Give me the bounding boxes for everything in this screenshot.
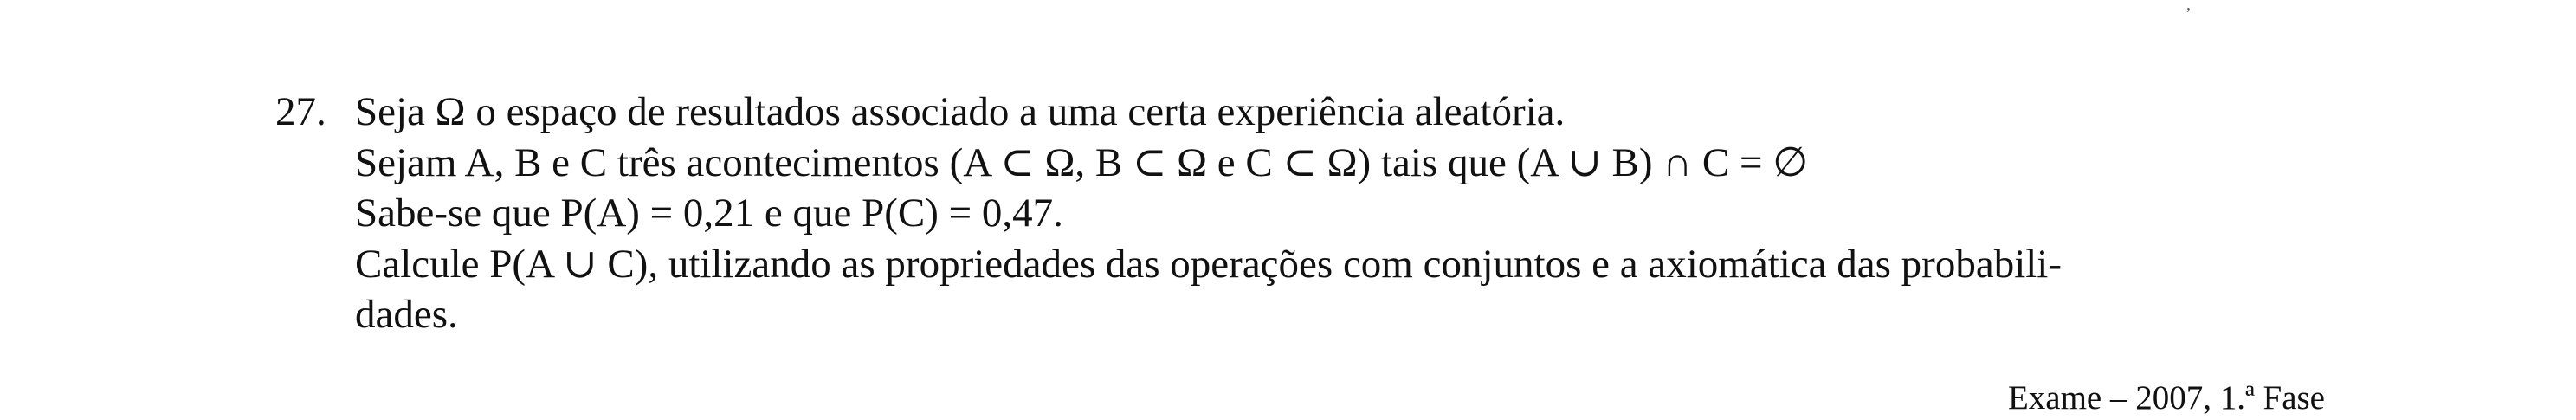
- problem-statement: [355, 87, 2345, 340]
- statement-line-5: dades.: [355, 292, 458, 337]
- statement-line-2: Sejam A, B e C três acontecimentos (A ⊂ Ω, B ⊂ Ω e C ⊂ Ω) tais que (A ∪ B) ∩ C = ∅: [355, 139, 1809, 185]
- exam-source: Exame – 2007, 1.ª Fase: [2007, 379, 2325, 417]
- statement-line-1: Seja Ω o espaço de resultados associado a uma certa experiência aleatória.: [355, 89, 1566, 134]
- problem-number: 27.: [275, 89, 326, 134]
- statement-line-4: Calcule P(A ∪ C), utilizando as propriedades das operações com conjuntos e a axiomática das probabili-: [355, 241, 2063, 287]
- statement-line-3: Sabe-se que P(A) = 0,21 e que P(C) = 0,47.: [355, 191, 1063, 236]
- corner-mark: ,: [2186, 0, 2191, 14]
